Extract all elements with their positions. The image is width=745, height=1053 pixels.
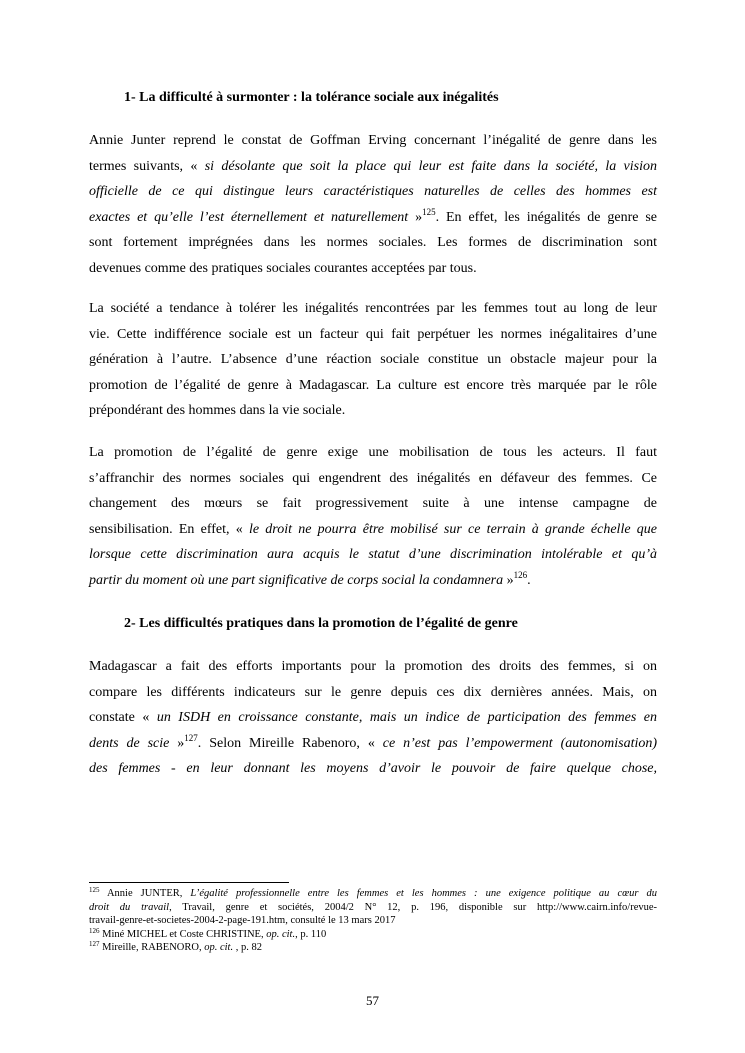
text-line: Annie Junter reprend le constat de Goffman Erving concernant l’inégalité de genre dans les <box>89 133 657 148</box>
text-line: exactes et qu’elle l’est éternellement et naturellement »$^{125}$. En effet, les inégalités de genre se <box>89 206 658 225</box>
quote-text: lorsque cette discrimination aura acquis le statut d’une discrimination intolérable et qu’à <box>89 547 657 562</box>
footnote-127: $^{127}$ Mireille, RABENORO, op. cit. , p. 82 <box>89 940 262 953</box>
text-line: partir du moment où une part significative de corps social la condamnera »$^{126}$. <box>89 569 531 588</box>
text-line: s’affranchir des normes sociales qui engendrent des inégalités en défaveur des femmes. Ce <box>89 470 657 486</box>
paragraph-1 <box>89 128 657 281</box>
text-line: La promotion de l’égalité de genre exige une mobilisation de tous les acteurs. Il faut <box>89 445 657 460</box>
text-line: génération à l’autre. L’absence d’une réaction sociale constitue un obstacle majeur pour la <box>89 352 657 367</box>
footnote-ref: 127 <box>184 732 198 743</box>
quote-text: officielle de ce qui distingue leurs caractéristiques naturelles de celles des hommes est <box>89 184 657 199</box>
footnote-ref: 125 <box>422 206 436 217</box>
text-line <box>89 542 657 568</box>
text-line: vie. Cette indifférence sociale est un facteur qui fait perpétuer les normes inégalitaires d’une <box>89 326 657 342</box>
quote-text: si désolante que soit la place qui leur est faite dans la société, la vision <box>204 158 657 174</box>
paragraph-3 <box>89 440 657 593</box>
text-line: changement des mœurs se fait progressivement suite à une intense campagne de <box>89 496 657 511</box>
text-line: termes suivants, « si désolante que soit la place qui leur est faite dans la société, la vision <box>89 158 657 174</box>
paragraph-2 <box>89 296 657 424</box>
footnote-126: $^{126}$ Miné MICHEL et Coste CHRISTINE, op. cit., p. 110 <box>89 926 327 940</box>
footnote-separator <box>89 882 289 883</box>
quote-text: dents de scie <box>89 735 170 751</box>
footnote-ref: 126 <box>513 569 528 580</box>
text-line: promotion de l’égalité de genre à Madagascar. La culture est encore très marquée par le rôle <box>89 377 657 393</box>
paragraph-4 <box>89 654 657 782</box>
quote-text: exactes et qu’elle l’est éternellement et naturellement <box>89 209 409 225</box>
section-heading-1: 1- La difficulté à surmonter : la tolérance sociale aux inégalités <box>124 90 499 105</box>
text-line: Madagascar a fait des efforts importants pour la promotion des droits des femmes, si on <box>89 659 657 674</box>
quote-text: ce n’est pas l’empowerment (autonomisation) <box>382 735 658 751</box>
footnote-125-cont: travail-genre-et-societes-2004-2-page-191.htm, consulté le 13 mars 2017 <box>89 915 396 926</box>
footnote-125-cont: droit du travail, Travail, genre et sociétés, 2004/2 N° 12, p. 196, disponible sur http://www.cairn.info/revue- <box>89 901 658 913</box>
text-line: prépondérant des hommes dans la vie sociale. <box>89 403 346 418</box>
quote-text: le droit ne pourra être mobilisé sur ce terrain à grande échelle que <box>248 521 657 537</box>
quote-text: des femmes - en leur donnant les moyens d’avoir le pouvoir de faire quelque chose, <box>89 761 657 776</box>
text-line <box>89 756 657 782</box>
text-line: devenues comme des pratiques sociales courantes acceptées par tous. <box>89 260 477 276</box>
text-line: compare les différents indicateurs sur le genre depuis ces dix dernières années. Mais, on <box>89 684 657 700</box>
quote-text: un ISDH en croissance constante, mais un indice de participation des femmes en <box>156 710 657 725</box>
text-line <box>89 179 657 205</box>
section-heading-2: 2- Les difficultés pratiques dans la promotion de l’égalité de genre <box>124 616 518 631</box>
page-number: 57 <box>366 993 379 1008</box>
footnotes <box>89 887 657 955</box>
text-line: sont fortement imprégnées dans les normes sociales. Les formes de discrimination sont <box>89 235 657 250</box>
text-line: constate « un ISDH en croissance constante, mais un indice de participation des femmes en <box>89 710 657 725</box>
text-line: sensibilisation. En effet, « le droit ne pourra être mobilisé sur ce terrain à grande échelle que <box>89 521 657 537</box>
text-line: La société a tendance à tolérer les inégalités rencontrées par les femmes tout au long de leur <box>89 301 657 316</box>
text-line: dents de scie »$^{127}$. Selon Mireille Rabenoro, « ce n’est pas l’empowerment (autonomisation) <box>89 732 658 751</box>
quote-text: partir du moment où une part significative de corps social la condamnera <box>89 572 504 588</box>
footnote-125: $^{125}$ Annie JUNTER, L’égalité professionnelle entre les femmes et les hommes : une exigence politique au cœur du <box>89 886 657 899</box>
